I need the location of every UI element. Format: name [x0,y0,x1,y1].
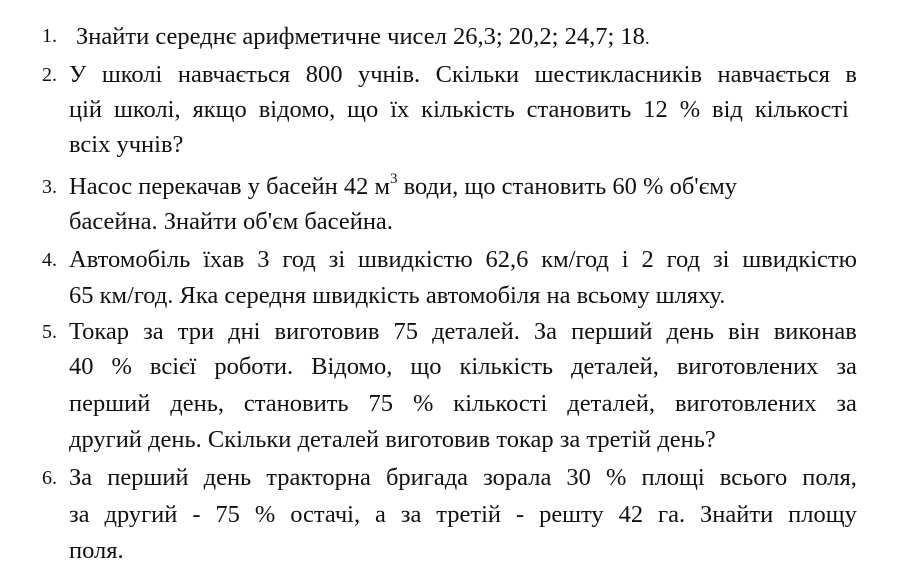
word: виготовлених [676,353,819,380]
task-text-line [69,425,716,455]
word: перший [107,464,189,491]
word: - [192,501,201,528]
word: за [69,501,90,528]
task-text-line [69,317,857,347]
word: Знайти [700,501,774,528]
word: 42 [618,501,644,528]
word: за [143,318,164,345]
task-number: 5. [42,321,57,343]
word: остачі, [290,501,361,528]
task-number: 4. [42,249,57,271]
word: кількість [459,353,554,380]
word: становить [526,96,632,123]
word: % [111,353,132,380]
task-text-line [69,130,183,160]
word: він [728,318,760,345]
task-text-line [69,245,857,275]
word: км/год [541,246,609,273]
word: що [347,96,379,123]
task-text: басейна. Знайти об'єм басейна. [69,208,393,235]
word: дні [228,318,261,345]
word: зі [328,246,346,273]
word: поля, [802,464,857,491]
task-number: 6. [42,467,57,489]
word: 75 [368,390,394,417]
word: кількість [421,96,515,123]
word: тракторна [266,464,371,491]
word: шестикласників [534,61,703,88]
task-text: другий день. Скільки деталей виготовив токар за третій день? [69,426,716,453]
word: відомо, [258,96,336,123]
word: що [410,353,442,380]
word: За [69,464,93,491]
word: школі, [113,96,181,123]
word: три [177,318,215,345]
word: За [533,318,558,345]
word: становить [243,390,349,417]
word: швидкістю [742,246,857,273]
task-text-line [69,536,124,566]
task-text-line [69,352,857,382]
word: 800 [305,61,343,88]
word: деталей, [567,390,656,417]
word: 3 [257,246,270,273]
task-number: 2. [42,64,57,86]
word: % [412,390,434,417]
word: 75 [215,501,240,528]
word: 2 [641,246,654,273]
word: Скільки [435,61,520,88]
word: в [845,61,857,88]
word: У [69,61,87,88]
word: 40 [69,353,94,380]
task-text-line [76,22,650,54]
word: площу [788,501,857,528]
word: 75 [393,318,419,345]
word: зорала [483,464,552,491]
word: кількості [754,96,849,123]
word: 62,6 [485,246,529,273]
word: день [666,318,715,345]
word: % [679,96,701,123]
word: від [712,96,743,123]
task-text-line [69,281,725,311]
task-text-line [69,389,857,419]
word: їхав [203,246,245,273]
word: деталей. [432,318,520,345]
word: роботи. [214,353,294,380]
task-text: поля. [69,537,124,564]
task-number: 3. [42,176,57,198]
task-text: Насос перекачав у басейн 42 м [69,173,390,200]
word: % [605,464,627,491]
word: швидкістю [358,246,473,273]
task-text-line [69,60,857,90]
word: за [836,353,857,380]
word: школі [101,61,163,88]
task-text: всіх учнів? [69,131,184,158]
word: виготовлених [674,390,817,417]
word: третій [436,501,502,528]
word: 30 [566,464,591,491]
word: учнів. [357,61,421,88]
word: другий [104,501,178,528]
word: день [203,464,252,491]
word: перший [69,390,151,417]
word: і [621,246,629,273]
word: навчається [177,61,291,88]
word: виконав [773,318,857,345]
word: зі [712,246,730,273]
task-number: 1. [42,25,57,47]
task-text: 65 км/год. Яка середня швидкість автомобіля на всьому шляху. [69,282,726,309]
word: всього [719,464,788,491]
word: бригада [385,464,469,491]
word: за [400,501,422,528]
task-text: Знайти середнє арифметичне чисел 26,3; 20,2; 24,7; 18 [76,23,645,50]
word: виготовив [274,318,380,345]
task-text-line [69,500,857,530]
word: год [666,246,701,273]
word: за [836,390,857,417]
word: кількості [453,390,548,417]
task-text-line [69,207,393,237]
word: всієї [149,353,197,380]
word: а [375,501,386,528]
word: деталей, [571,353,659,380]
task-text: води, що становить 60 % об'єму [397,173,737,200]
task-text-line [69,463,857,493]
word: Токар [69,318,130,345]
word: навчається [717,61,830,88]
word: Відомо, [311,353,393,380]
task-text-line [69,95,849,125]
word: Автомобіль [69,246,191,273]
word: цій [69,96,103,123]
word: площі [641,464,705,491]
word: год [282,246,316,273]
word: день, [170,390,224,417]
word: перший [571,318,653,345]
word: 12 [643,96,668,123]
cubic-superscript: 3 [389,170,398,187]
word: - [515,501,525,528]
word: якщо [192,96,247,123]
task-text-period: . [644,28,650,49]
word: їх [390,96,410,123]
task-text-line [69,172,737,202]
word: решту [539,501,604,528]
word: % [254,501,276,528]
word: га. [658,501,686,528]
